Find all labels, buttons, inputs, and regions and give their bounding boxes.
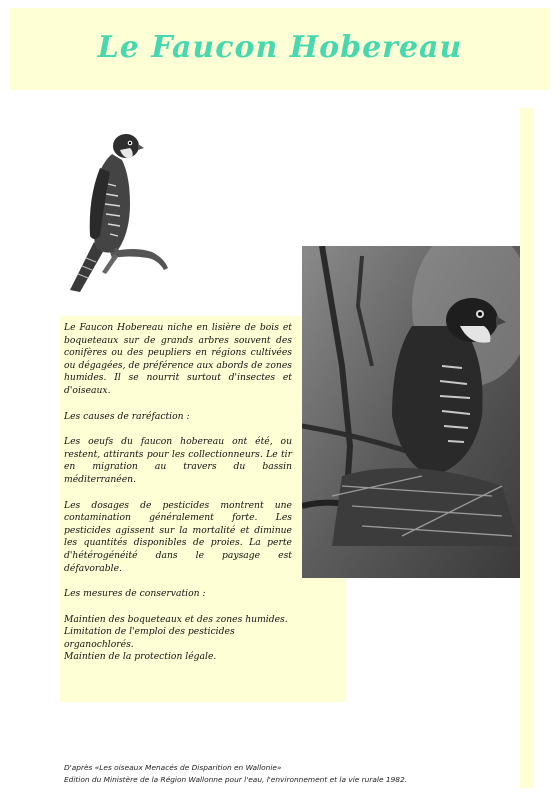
measure-item: Maintien des boqueteaux et des zones humides. xyxy=(64,613,288,625)
causes-paragraph-1: Les oeufs du faucon hobereau ont été, ou restent, attirants pour les collectionneurs. Le tir en migration au travers du bassin méditerranéen. xyxy=(64,436,292,485)
source-line-1: D'après «Les oiseaux Menacés de Disparition en Wallonie» xyxy=(64,763,282,772)
source-line-2: Edition du Ministère de la Région Wallonne pour l'eau, l'environnement et la vie rurale 1982. xyxy=(64,775,408,784)
causes-heading: Les causes de raréfaction : xyxy=(64,410,190,422)
measure-item: Maintien de la protection légale. xyxy=(64,651,217,663)
decorative-strip xyxy=(520,108,534,788)
measures-heading: Les mesures de conservation : xyxy=(64,588,206,600)
falcon-nest-photo xyxy=(302,246,520,578)
intro-paragraph: Le Faucon Hobereau niche en lisière de bois et boqueteaux sur de grands arbres souvent des conifères ou des peupliers en régions cultivées ou dégagées, de préférence aux abords de zones humides. Il se nourrit surtout d'insectes et d'oiseaux. xyxy=(64,322,292,396)
body-text xyxy=(64,322,292,664)
causes-paragraph-2: Les dosages de pesticides montrent une contamination généralement forte. Les pesticides agissent sur la mortalité et diminue les quantités disponibles de proies. La perte d'hétérogénéité dans le paysage est défavorable. xyxy=(64,499,292,574)
title-banner xyxy=(10,8,550,90)
falcon-drawing-image xyxy=(60,124,178,296)
page-title: Le Faucon Hobereau xyxy=(97,30,463,65)
measure-item: Limitation de l'emploi des pesticides organochlorés. xyxy=(64,626,235,650)
source-credit xyxy=(64,762,407,786)
